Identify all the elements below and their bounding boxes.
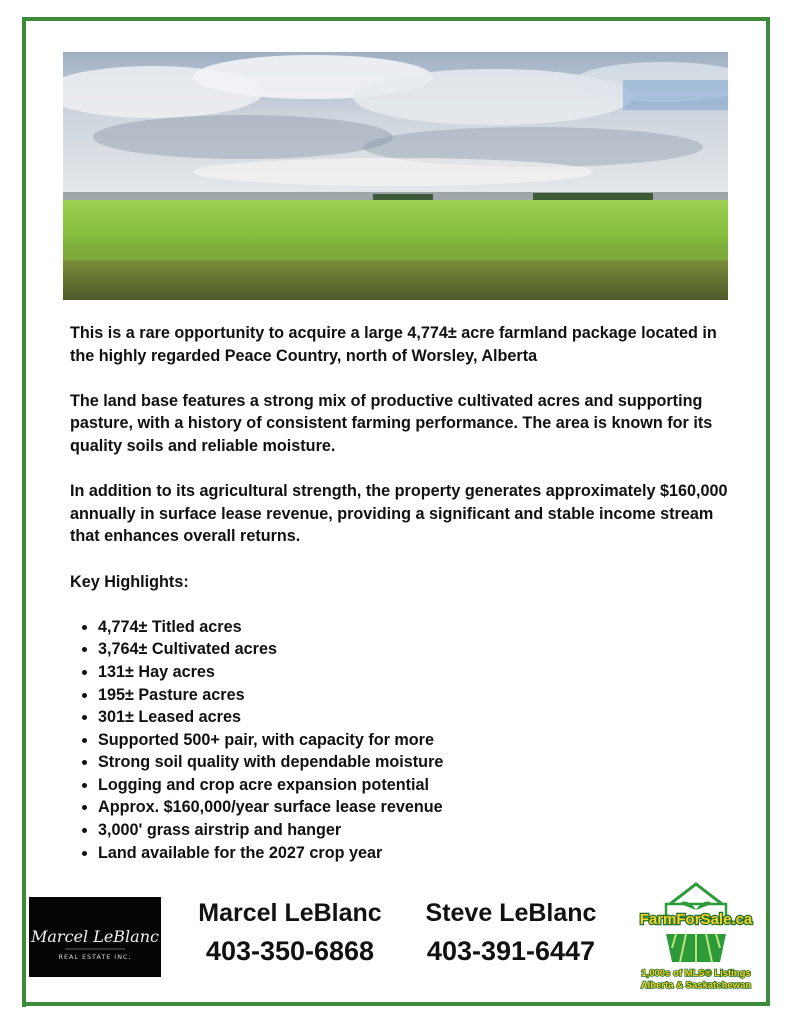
- description-paragraph-1: This is a rare opportunity to acquire a large 4,774± acre farmland package located in the highly regarded Peace Country, north of Worsley, Alberta: [70, 324, 717, 365]
- frame-border-bottom: [22, 1002, 770, 1006]
- logo-subtitle: REAL ESTATE INC.: [58, 953, 132, 961]
- highlight-item: • 3,000' grass airstrip and hanger: [98, 819, 730, 842]
- highlights-list: [70, 616, 730, 865]
- highlight-item: • Approx. $160,000/year surface lease revenue: [98, 796, 730, 819]
- highlight-item: • 195± Pasture acres: [98, 684, 730, 707]
- highlight-item: • Land available for the 2027 crop year: [98, 842, 730, 865]
- agent-contact-steve: [414, 896, 608, 970]
- agent-phone[interactable]: 403-350-6868: [205, 936, 375, 966]
- farmforsale-logo: [626, 878, 766, 996]
- highlight-item: • 4,774± Titled acres: [98, 616, 730, 639]
- description-paragraph-3: In addition to its agricultural strength, the property generates approximately $160,000 annually in surface lease revenue, providing a significant and stable income stream that enhances overall returns.: [70, 482, 728, 546]
- marcel-leblanc-real-estate-logo: [29, 897, 161, 977]
- highlight-item: • Logging and crop acre expansion potential: [98, 774, 730, 797]
- frame-border-left: [22, 17, 26, 1007]
- farmforsale-name: FarmForSale.ca: [639, 911, 753, 928]
- listing-description: [70, 322, 730, 864]
- frame-border-top: [22, 17, 770, 21]
- highlight-item: • 301± Leased acres: [98, 706, 730, 729]
- farmland-photo: [63, 52, 728, 300]
- highlight-item: • 131± Hay acres: [98, 661, 730, 684]
- agent-name: Marcel LeBlanc: [198, 899, 382, 927]
- agent-name: Steve LeBlanc: [425, 899, 597, 927]
- logo-script-name: Marcel LeBlanc: [31, 927, 159, 946]
- farmland-landscape-photo: [63, 52, 728, 300]
- farmforsale-tagline-1: 1,000s of MLS® Listings: [641, 968, 751, 979]
- highlight-item: • Strong soil quality with dependable moisture: [98, 751, 730, 774]
- description-paragraph-2: The land base features a strong mix of productive cultivated acres and supporting pasture, with a history of consistent farming performance. The area is known for its quality soils and reliable moisture.: [70, 391, 713, 455]
- highlight-item: • 3,764± Cultivated acres: [98, 638, 730, 661]
- frame-border-right: [766, 17, 770, 1005]
- agent-contact-marcel: [192, 896, 388, 970]
- highlight-item: • Supported 500+ pair, with capacity for more: [98, 729, 730, 752]
- farmforsale-tagline-2: Alberta & Saskatchewan: [640, 980, 752, 991]
- highlights-heading: Key Highlights:: [70, 572, 189, 591]
- agent-phone[interactable]: 403-391-6447: [426, 936, 596, 966]
